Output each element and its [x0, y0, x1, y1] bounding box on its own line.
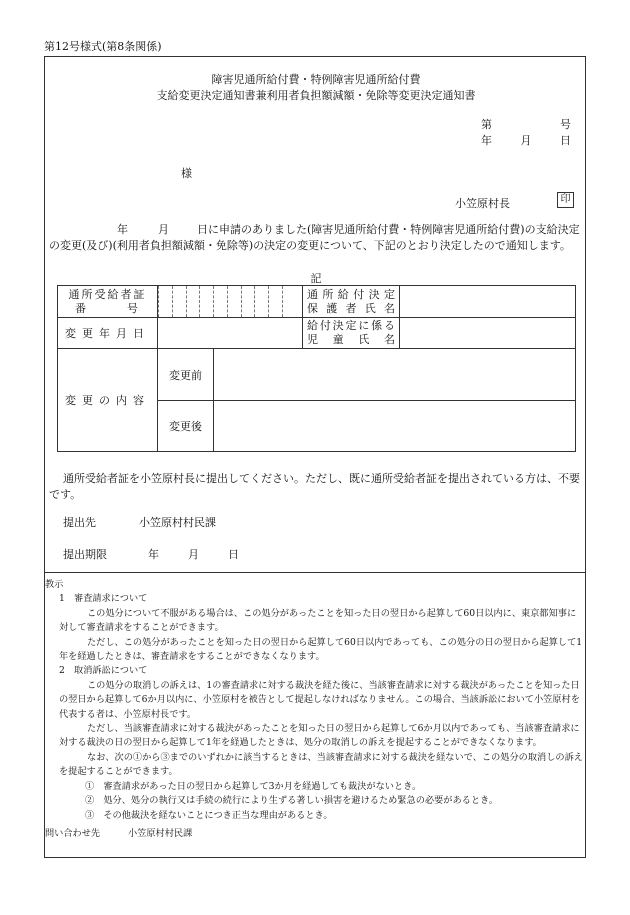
- submit-to-row: [63, 515, 601, 531]
- child-name-field[interactable]: [400, 318, 576, 349]
- body-month: 月: [158, 223, 169, 236]
- deadline-label: 提出期限: [63, 548, 107, 561]
- date-month: 月: [520, 134, 532, 147]
- instruction-1-para2: ただし、この処分があったことを知った日の翌日から起算して60日以内であっても、この処分の日の翌日から起算して1年を経過したときは、審査請求をすることができなくなります。: [59, 636, 583, 663]
- contact-row: [45, 827, 579, 841]
- body-paragraph: [49, 222, 587, 254]
- form-number-label: 第12号様式(第8条関係): [44, 40, 162, 53]
- change-date-label: 変更年月日: [58, 318, 158, 349]
- issuer-name: 小笠原村長: [455, 197, 510, 210]
- document-title-line2: 支給変更決定通知書兼利用者負担額減額・免除等変更決定通知書: [156, 89, 476, 102]
- after-change-field[interactable]: [214, 401, 576, 452]
- guardian-name-field[interactable]: [400, 286, 576, 318]
- instruction-item-3: ③ その他裁決を経ないことにつき正当な理由があるとき。: [85, 809, 333, 821]
- section-divider: [45, 572, 585, 573]
- before-change-field[interactable]: [214, 349, 576, 401]
- change-date-field[interactable]: [158, 318, 303, 349]
- instruction-1-title: 1 審査請求について: [59, 593, 148, 605]
- cert-number-label: 通所受給者証 番 号: [58, 286, 158, 318]
- child-name-label: 給付決定に係る 児童氏名: [303, 318, 400, 349]
- document-number-date: [481, 116, 571, 148]
- deadline-month: 月: [188, 548, 199, 561]
- notice-document: [44, 56, 586, 858]
- instruction-1-para1: この処分について不服がある場合は、この処分があったことを知った日の翌日から起算して60日以内に、東京都知事に対して審査請求をすることができます。: [59, 607, 577, 634]
- deadline-row: [63, 547, 601, 563]
- addressee: 様: [181, 167, 192, 180]
- before-change-label: 変更前: [158, 349, 214, 401]
- document-title-line1: 障害児通所給付費・特例障害児通所給付費: [211, 73, 421, 86]
- contact-label: 問い合わせ先: [45, 828, 101, 839]
- deadline-year: 年: [148, 548, 159, 561]
- date-year: 年: [481, 134, 492, 147]
- instruction-2-para2: ただし、当該審査請求に対する裁決があったことを知った日の翌日から起算して6か月以内であっても、当該審査請求に対する裁決の日の翌日から起算して1年を経過したときは、処分の取消しの訴えを提起することができなくなります。: [59, 723, 580, 749]
- seal-mark: 印: [557, 192, 574, 208]
- ki-heading: 記: [310, 272, 322, 285]
- body-year: 年: [117, 223, 128, 236]
- number-suffix: 号: [560, 118, 571, 131]
- instructions-section: [45, 578, 583, 823]
- after-change-label: 変更後: [158, 401, 214, 452]
- instructions-header: 教示: [45, 579, 64, 590]
- instruction-2-para3: なお、次の①から③までのいずれかに該当するときは、当該審査請求に対する裁決を経ないで、この処分の取消しの訴えを提起することができます。: [59, 751, 583, 778]
- change-content-label: 変更の内容: [58, 349, 158, 452]
- body-text: 日に申請のありました(障害児通所給付費・特例障害児通所給付費)の支給決定の変更(及び)(利用者負担額減額・免除等)の決定の変更について、下記のとおり決定したので通知します。: [49, 223, 580, 252]
- contact-value: 小笠原村村民課: [127, 828, 193, 839]
- guardian-name-label: 通所給付決定 保護者氏名: [303, 286, 400, 318]
- instruction-item-2: ② 処分、処分の執行又は手続の続行により生ずる著しい損害を避けるため緊急の必要があるとき。: [85, 795, 499, 807]
- number-prefix: 第: [481, 118, 492, 131]
- submission-notice: 通所受給者証を小笠原村長に提出してください。ただし、既に通所受給者証を提出されている方は、不要です。: [49, 472, 580, 501]
- deadline-day: 日: [228, 548, 239, 561]
- cert-number-field[interactable]: [158, 286, 303, 318]
- instruction-2-title: 2 取消訴訟について: [59, 665, 148, 677]
- date-day: 日: [560, 134, 571, 147]
- instruction-2-para1: この処分の取消しの訴えは、1の審査請求に対する裁決を経た後に、当該審査請求に対する裁決があったことを知った日の翌日から起算して6か月以内に、小笠原村を被告として提起しなければなりません。この場合、当該訴訟において小笠原村を代表する者は、小笠原村長です。: [59, 679, 580, 720]
- submit-to-value: 小笠原村村民課: [139, 516, 216, 529]
- instruction-item-1: ① 審査請求があった日の翌日から起算して3か月を経過しても裁決がないとき。: [85, 780, 422, 792]
- submit-to-label: 提出先: [63, 516, 96, 529]
- decision-table: [57, 285, 576, 452]
